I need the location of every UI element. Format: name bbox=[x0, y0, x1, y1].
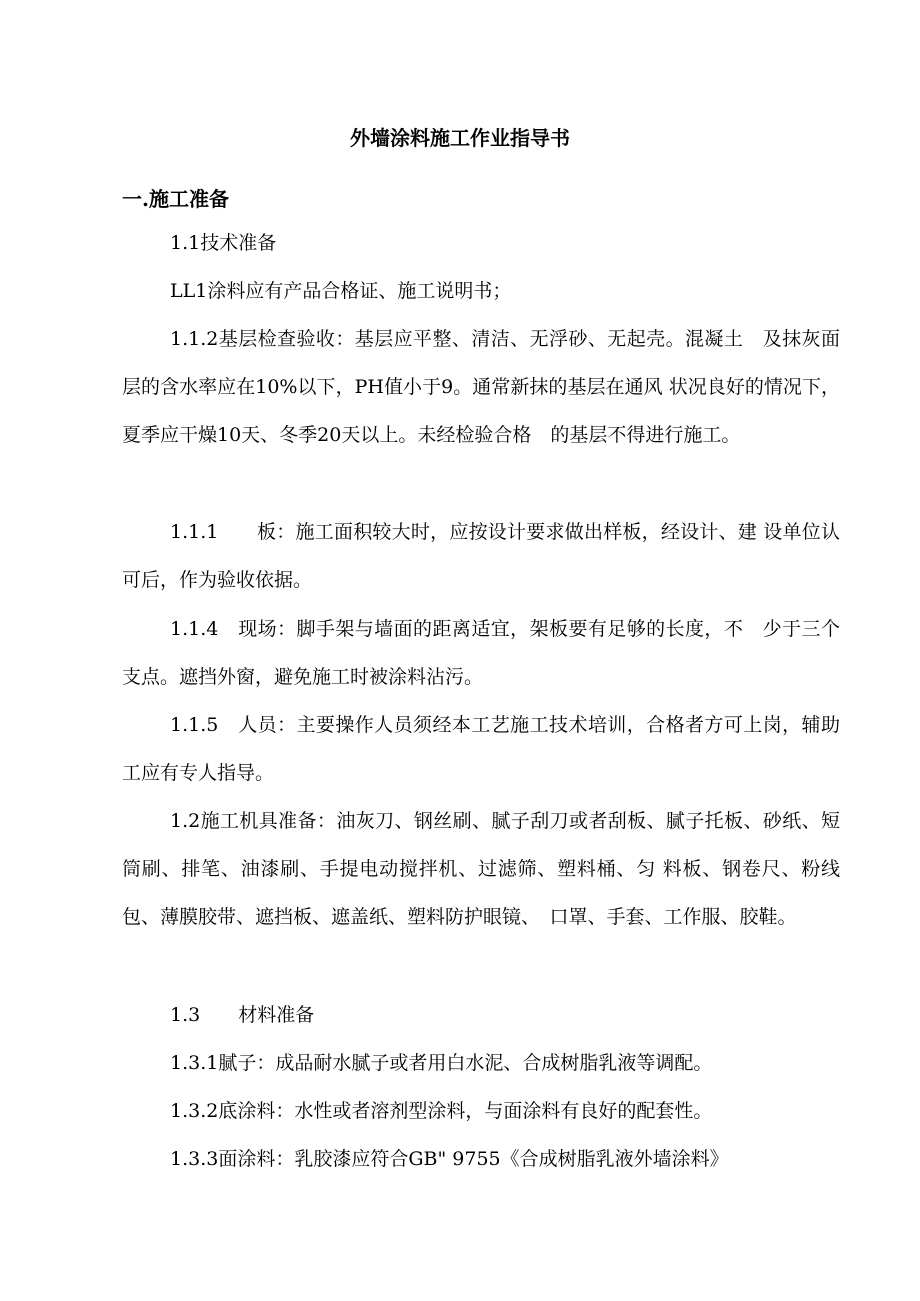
paragraph-1-3-3: 1.3.3面涂料：乳胶漆应符合GB" 9755《合成树脂乳液外墙涂料》 bbox=[170, 1148, 729, 1170]
paragraph-1-3: 1.3 材料准备 bbox=[170, 1004, 315, 1026]
paragraph-1-1-5: 1.1.5 人员：主要操作人员须经本工艺施工技术培训，合格者方可上岗，辅助工应有专人指导。 bbox=[122, 714, 840, 784]
paragraph-1-3-2: 1.3.2底涂料：水性或者溶剂型涂料，与面涂料有良好的配套性。 bbox=[170, 1100, 713, 1122]
paragraph-1-2: 1.2施工机具准备：油灰刀、钢丝刷、腻子刮刀或者刮板、腻子托板、砂纸、短筒刷、排笔、油漆刷、手提电动搅拌机、过滤筛、塑料桶、匀 料板、钢卷尺、粉线包、薄膜胶带、遮挡板、遮盖纸、塑料防护眼镜、 口罩、手套、工作服、胶鞋。 bbox=[122, 810, 840, 928]
paragraph-1-1-4: 1.1.4 现场：脚手架与墙面的距离适宜，架板要有足够的长度，不 少于三个支点。遮挡外窗，避免施工时被涂料沾污。 bbox=[122, 618, 840, 688]
paragraph-1-3-1: 1.3.1腻子：成品耐水腻子或者用白水泥、合成树脂乳液等调配。 bbox=[170, 1052, 713, 1074]
paragraph-1-1: 1.1技术准备 bbox=[170, 232, 277, 254]
paragraph-1-1-1: LL1涂料应有产品合格证、施工说明书； bbox=[170, 280, 512, 302]
document-title: 外墙涂料施工作业指导书 bbox=[350, 126, 570, 150]
paragraph-1-1-3: 1.1.1 板：施工面积较大时，应按设计要求做出样板，经设计、建 设单位认可后，作为验收依据。 bbox=[122, 521, 840, 591]
paragraph-1-1-2: 1.1.2基层检查验收：基层应平整、清洁、无浮砂、无起壳。混凝土 及抹灰面层的含水率应在10%以下，PH值小于9。通常新抹的基层在通风 状况良好的情况下，夏季应干燥10天、冬季20天以上。未经检验合格 的基层不得进行施工。 bbox=[122, 328, 840, 446]
section-heading: 一.施工准备 bbox=[122, 187, 229, 211]
